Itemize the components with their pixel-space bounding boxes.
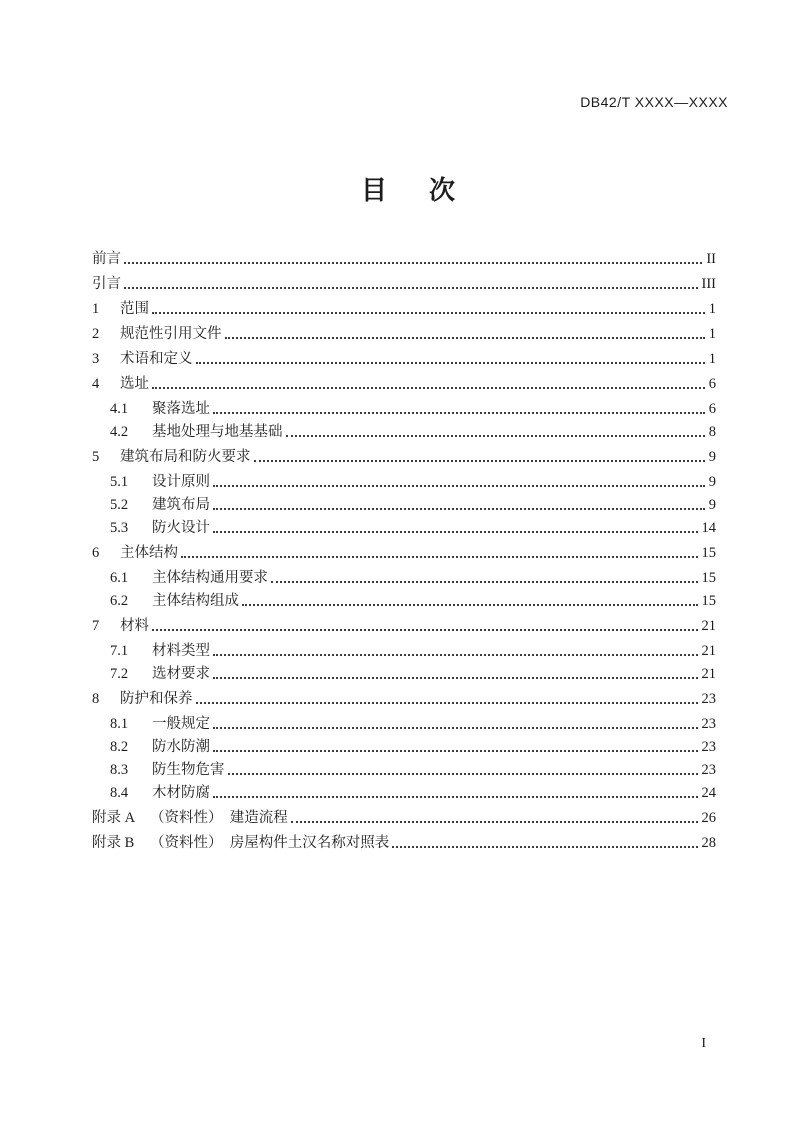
dotted-leader [225, 337, 705, 339]
toc-entry[interactable] [92, 372, 716, 395]
toc-entry-title: 选址 [120, 376, 149, 392]
dotted-leader [213, 727, 698, 729]
toc-entry-title: 材料类型 [152, 643, 210, 659]
toc-entry-page: 9 [708, 497, 716, 513]
toc-entry-number: 5.1 [110, 474, 129, 490]
toc-entry-number: 5.3 [110, 520, 129, 536]
dotted-leader [196, 702, 698, 704]
document-number-header: DB42/T XXXX—XXXX [580, 94, 728, 110]
toc-entry-page: 23 [701, 691, 716, 707]
toc-entry[interactable] [92, 639, 716, 662]
toc-entry[interactable] [92, 347, 716, 370]
toc-entry-title: （资料性） 房屋构件土汉名称对照表 [150, 835, 390, 851]
toc-entry[interactable] [92, 566, 716, 589]
toc-entry-number: 附录 A [92, 810, 136, 826]
toc-entry-number: 5 [92, 449, 100, 465]
dotted-leader [291, 821, 698, 823]
toc-entry-number: 7.1 [110, 643, 129, 659]
toc-entry-number: 6 [92, 545, 100, 561]
dotted-leader [152, 387, 705, 389]
dotted-leader [392, 846, 697, 848]
dotted-leader [152, 629, 698, 631]
toc-entry-page: 28 [701, 835, 716, 851]
toc-entry-title: 范围 [120, 301, 149, 317]
toc-entry-number: 1 [92, 301, 100, 317]
dotted-leader [124, 287, 698, 289]
dotted-leader [213, 412, 705, 414]
toc-entry-number: 2 [92, 326, 100, 342]
toc-entry[interactable] [92, 516, 716, 539]
toc-entry-page: 1 [708, 301, 716, 317]
toc-entry-number: 8.1 [110, 716, 129, 732]
toc-entry-page: 14 [701, 520, 716, 536]
toc-entry-page: 6 [708, 401, 716, 417]
dotted-leader [181, 556, 698, 558]
toc-entry[interactable] [92, 322, 716, 345]
dotted-leader [228, 773, 698, 775]
toc-entry-title: 防火设计 [152, 520, 210, 536]
toc-entry-title: 木材防腐 [152, 785, 210, 801]
toc-entry[interactable] [92, 470, 716, 493]
toc-entry-title: 引言 [92, 276, 121, 292]
dotted-leader [124, 262, 702, 264]
dotted-leader [213, 677, 698, 679]
toc-entry-page: 23 [701, 716, 716, 732]
toc-entry[interactable] [92, 541, 716, 564]
toc-entry-number: 8.3 [110, 762, 129, 778]
toc-entry-page: 21 [701, 666, 716, 682]
toc-entry-title: 主体结构通用要求 [152, 570, 268, 586]
toc-entry-title: 建筑布局 [152, 497, 210, 513]
toc-entry[interactable] [92, 758, 716, 781]
toc-entry-page: 24 [701, 785, 716, 801]
dotted-leader [286, 435, 705, 437]
toc-entry-number: 8 [92, 691, 100, 707]
toc-entry-number: 8.2 [110, 739, 129, 755]
toc-entry-page: 21 [701, 643, 716, 659]
toc-entry-number: 6.1 [110, 570, 129, 586]
toc-entry-title: 防护和保养 [120, 691, 193, 707]
toc-entry-title: 前言 [92, 251, 121, 267]
toc-entry-page: 1 [708, 326, 716, 342]
toc-entry-number: 4 [92, 376, 100, 392]
toc-entry[interactable] [92, 397, 716, 420]
toc-entry[interactable] [92, 806, 716, 829]
dotted-leader [213, 485, 705, 487]
toc-entry[interactable] [92, 247, 716, 270]
toc-entry-number: 4.1 [110, 401, 129, 417]
dotted-leader [213, 531, 698, 533]
toc-list [92, 245, 716, 856]
toc-entry-number: 6.2 [110, 593, 129, 609]
toc-entry-title: 防水防潮 [152, 739, 210, 755]
toc-entry[interactable] [92, 493, 716, 516]
dotted-leader [213, 750, 698, 752]
toc-entry-title: 基地处理与地基基础 [152, 424, 283, 440]
toc-entry-page: 15 [701, 545, 716, 561]
footer-page-number: I [701, 1036, 706, 1051]
toc-entry[interactable] [92, 712, 716, 735]
dotted-leader [242, 604, 698, 606]
toc-entry-title: 主体结构组成 [152, 593, 239, 609]
toc-entry-number: 7 [92, 618, 100, 634]
toc-entry-page: 6 [708, 376, 716, 392]
toc-entry-page: 1 [708, 351, 716, 367]
toc-entry[interactable] [92, 781, 716, 804]
toc-entry[interactable] [92, 445, 716, 468]
toc-entry-title: 设计原则 [152, 474, 210, 490]
toc-entry-title: 一般规定 [152, 716, 210, 732]
toc-entry-title: 术语和定义 [120, 351, 193, 367]
toc-entry[interactable] [92, 662, 716, 685]
toc-entry[interactable] [92, 272, 716, 295]
toc-entry-page: 15 [701, 570, 716, 586]
toc-entry-page: 26 [701, 810, 716, 826]
toc-entry-number: 5.2 [110, 497, 129, 513]
page-title: 目 次 [360, 175, 463, 205]
toc-entry-number: 4.2 [110, 424, 129, 440]
toc-entry-page: 8 [708, 424, 716, 440]
toc-entry[interactable] [92, 735, 716, 758]
toc-entry[interactable] [92, 297, 716, 320]
toc-entry-number: 7.2 [110, 666, 129, 682]
toc-entry-page: 9 [708, 449, 716, 465]
toc-entry-number: 3 [92, 351, 100, 367]
dotted-leader [213, 796, 698, 798]
toc-entry-page: 15 [701, 593, 716, 609]
dotted-leader [254, 460, 705, 462]
toc-entry-page: III [701, 276, 716, 292]
toc-entry-page: II [706, 251, 716, 267]
dotted-leader [152, 312, 705, 314]
toc-entry-page: 9 [708, 474, 716, 490]
dotted-leader [196, 362, 705, 364]
toc-entry[interactable] [92, 614, 716, 637]
toc-entry-title: 选材要求 [152, 666, 210, 682]
toc-entry[interactable] [92, 589, 716, 612]
toc-entry[interactable] [92, 831, 716, 854]
dotted-leader [213, 508, 705, 510]
toc-entry-title: 聚落选址 [152, 401, 210, 417]
dotted-leader [271, 581, 698, 583]
toc-entry-title: 主体结构 [120, 545, 178, 561]
toc-entry-title: （资料性） 建造流程 [150, 810, 288, 826]
toc-entry[interactable] [92, 687, 716, 710]
toc-entry-title: 规范性引用文件 [120, 326, 222, 342]
toc-entry-page: 21 [701, 618, 716, 634]
toc-entry[interactable] [92, 420, 716, 443]
toc-entry-number: 8.4 [110, 785, 129, 801]
toc-entry-number: 附录 B [92, 835, 135, 851]
toc-entry-title: 建筑布局和防火要求 [120, 449, 251, 465]
dotted-leader [213, 654, 698, 656]
toc-entry-title: 材料 [120, 618, 149, 634]
toc-entry-title: 防生物危害 [152, 762, 225, 778]
toc-entry-page: 23 [701, 762, 716, 778]
toc-entry-page: 23 [701, 739, 716, 755]
